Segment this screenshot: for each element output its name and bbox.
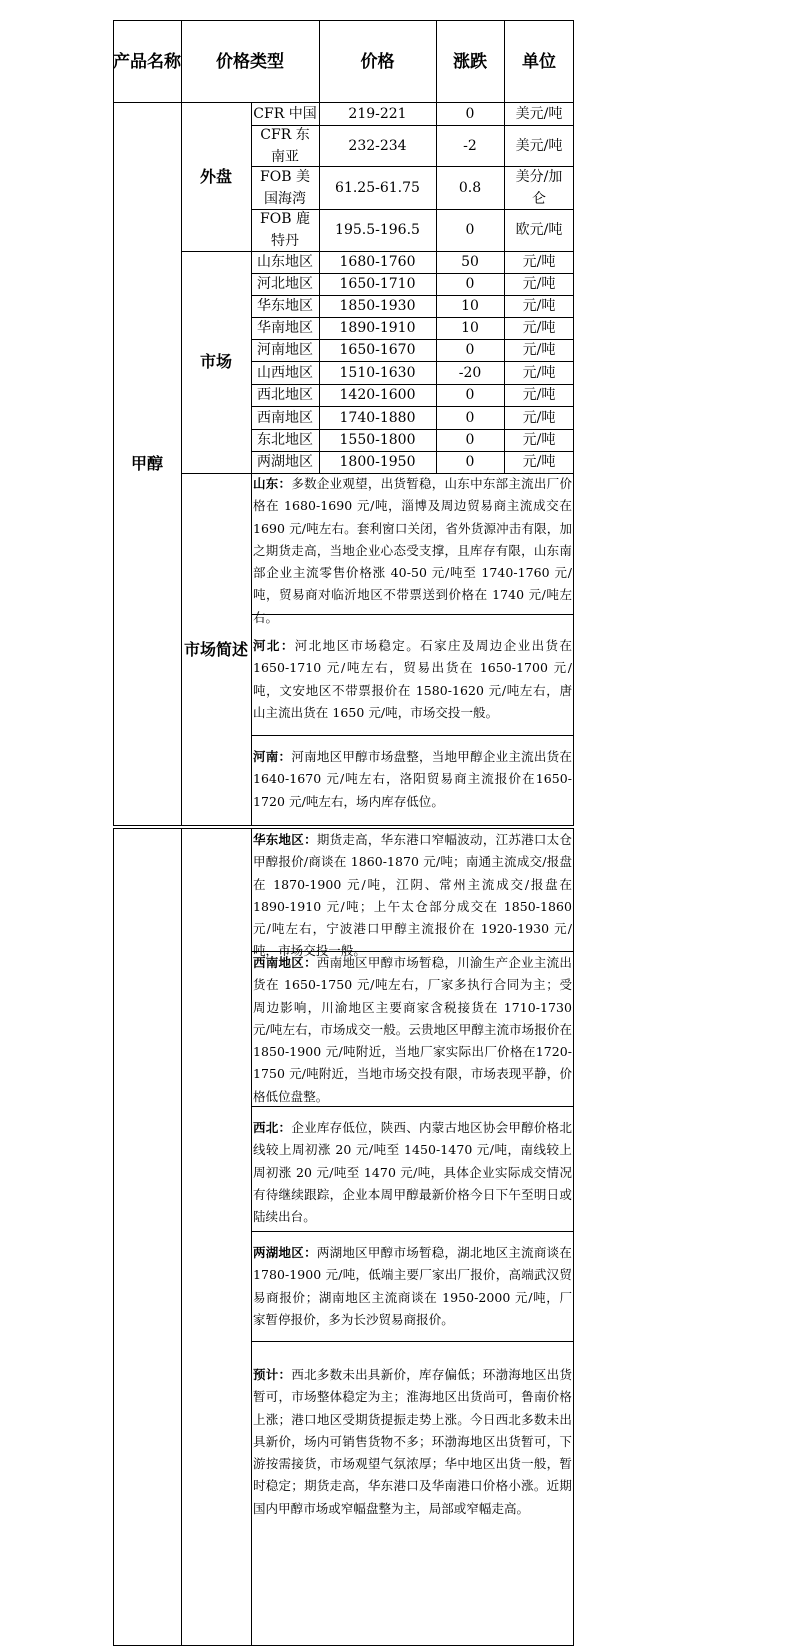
summary-text: 河南地区甲醇市场盘整，当地甲醇企业主流出货在 1640-1670 元/吨左右，洛阳贸易商主流报价在1650-1720 元/吨左右，场内库存低位。 [253,749,572,809]
summary-text: 多数企业观望，出货暂稳，山东中东部主流出厂价格在 1680-1690 元/吨，淄博及周边贸易商主流成交在1690 元/吨左右。套利窗口关闭，省外货源冲击有限，加之期货走高，当地企业心态受支撑，且库存有限，山东南部企业主流零售价格涨 40-50 元/吨至 1740-1760 元/吨，贸易商对临沂地区不带票送到价格在 1740 元/吨左右。 [253,476,572,625]
row-name: 东北地区 [257,432,313,448]
summary-label: 山东： [253,476,292,491]
row-name: FOB 鹿特丹 [260,211,310,249]
row-price: 1650-1670 [339,342,416,358]
header-unit: 单位 [522,51,556,72]
header-price-type: 价格类型 [216,51,284,72]
row-change: 0 [465,222,475,238]
row-unit: 元/吨 [522,454,556,470]
row-unit: 元/吨 [522,320,556,336]
summary-text: 西南地区甲醇市场暂稳，川渝生产企业主流出货在 1650-1750 元/吨左右，厂家多执行合同为主；受周边影响，川渝地区主要商家含税接货在 1710-1730 元/吨左右，市场成交一般。云贵地区甲醇主流市场报价在1850-1900 元/吨附近，当地厂家实际出厂价格在1720-1750 元/吨附近，当地市场交投有限，市场表现平静，价格低位盘整。 [253,955,572,1104]
row-unit: 元/吨 [522,342,556,358]
row-price: 195.5-196.5 [335,222,420,238]
summary-southwest [251,952,574,1108]
header-change: 涨跌 [453,51,487,72]
row-unit: 元/吨 [522,364,556,381]
summary-label: 华东地区： [253,832,317,847]
row-name: 河北地区 [257,276,313,292]
summary-label: 西北： [253,1120,292,1135]
row-unit: 欧元/吨 [515,222,563,238]
row-unit: 元/吨 [522,254,556,270]
row-name: FOB 美国海湾 [260,168,310,207]
summary-east-china [251,829,574,963]
group-external: 外盘 [199,166,232,186]
row-name: 两湖地区 [257,454,313,470]
row-unit: 元/吨 [522,409,556,426]
row-change: 0 [465,454,475,470]
row-change: 0 [465,276,475,292]
row-price: 219-221 [348,105,407,122]
summary-text: 期货走高，华东港口窄幅波动，江苏港口太仓甲醇报价/商谈在 1860-1870 元/吨；南通主流成交/报盘在 1870-1900 元/吨，江阴、常州主流成交/报盘在1890-1910 元/吨；上午太仓部分成交在 1850-1860 元/吨左右，宁波港口甲醇主流报价在 1920-1930 元/吨，市场交投一般。 [253,832,572,959]
summary-label: 两湖地区： [253,1245,317,1260]
row-unit: 元/吨 [522,387,556,403]
row-unit: 元/吨 [522,432,556,448]
row-unit: 元/吨 [522,276,556,292]
summary-text: 两湖地区甲醇市场暂稳，湖北地区主流商谈在 1780-1900 元/吨，低端主要厂家出厂报价，高端武汉贸易商报价；湖南地区主流商谈在 1950-2000 元/吨，厂家暂停报价，多为长沙贸易商报价。 [253,1245,572,1327]
row-change: 0 [465,342,475,358]
row-change: -20 [458,364,482,381]
summary-label: 河南： [253,749,292,764]
row-unit: 元/吨 [522,298,556,314]
row-name: 山东地区 [257,254,313,270]
row-price: 1850-1930 [339,298,416,314]
summary-shandong [251,473,574,629]
row-price: 1510-1630 [339,364,416,381]
summary-text: 西北多数未出具新价，库存偏低；环渤海地区出货暂可，市场整体稳定为主；淮海地区出货尚可，鲁南价格上涨；港口地区受期货提振走势上涨。今日西北多数未出具新价，场内可销售货物不多；环渤海地区出货暂可，下游按需接货，市场观望气氛浓厚；华中地区出货一般，暂时稳定；期货走高，华东港口及华南港口价格小涨。近期国内甲醇市场或窄幅盘整为主，局部或窄幅走高。 [253,1367,572,1516]
row-name: CFR 中国 [253,105,317,122]
row-price: 1650-1710 [339,276,416,292]
summary-text: 河北地区市场稳定。石家庄及周边企业出货在1650-1710 元/吨左右，贸易出货在 1650-1700 元/吨，文安地区不带票报价在 1580-1620 元/吨左右，唐山主流出货在 1650 元/吨，市场交投一般。 [253,638,572,720]
row-change: 50 [461,254,479,270]
summary-label: 预计： [253,1367,292,1382]
group-market: 市场 [199,352,232,371]
summary-northwest [251,1117,574,1228]
row-change: 10 [461,298,479,314]
row-name: 山西地区 [257,364,313,381]
summary-text: 企业库存低位，陕西、内蒙古地区协会甲醇价格北线较上周初涨 20 元/吨至 1450-1470 元/吨，南线较上周初涨 20 元/吨至 1470 元/吨，具体企业实际成交情况有待继续跟踪，企业本周甲醇最新价格今日下午至明日或陆续出台。 [253,1120,572,1225]
row-name: 华东地区 [257,298,313,314]
group-summary: 市场简述 [183,639,248,659]
summary-hubei-hunan [251,1242,574,1331]
product-name: 甲醇 [130,454,163,473]
summary-henan [251,746,574,813]
row-unit: 美分/加仑 [515,168,563,207]
row-change: -2 [463,137,477,154]
row-name: 西南地区 [257,409,313,426]
row-price: 1550-1800 [339,432,416,448]
header-price: 价格 [360,51,395,72]
row-price: 1800-1950 [339,454,416,470]
row-price: 1420-1600 [339,387,416,403]
row-price: 1890-1910 [339,320,416,336]
row-price: 61.25-61.75 [335,179,420,196]
row-change: 0 [465,387,475,403]
row-change: 0 [465,105,475,122]
summary-forecast [251,1364,574,1520]
row-change: 0.8 [458,179,482,196]
summary-label: 西南地区： [253,955,317,970]
summary-label: 河北： [253,638,295,653]
row-change: 0 [465,432,475,448]
row-price: 232-234 [348,137,407,154]
row-name: CFR 东南亚 [260,126,310,165]
row-name: 华南地区 [257,320,313,336]
summary-hebei [251,635,574,724]
row-change: 0 [465,409,475,426]
row-unit: 美元/吨 [515,137,563,154]
row-price: 1680-1760 [339,254,416,270]
row-name: 西北地区 [257,387,313,403]
row-name: 河南地区 [257,342,313,358]
header-product-name: 产品名称 [113,51,181,72]
row-price: 1740-1880 [339,409,416,426]
row-change: 10 [461,320,479,336]
row-unit: 美元/吨 [515,105,563,122]
